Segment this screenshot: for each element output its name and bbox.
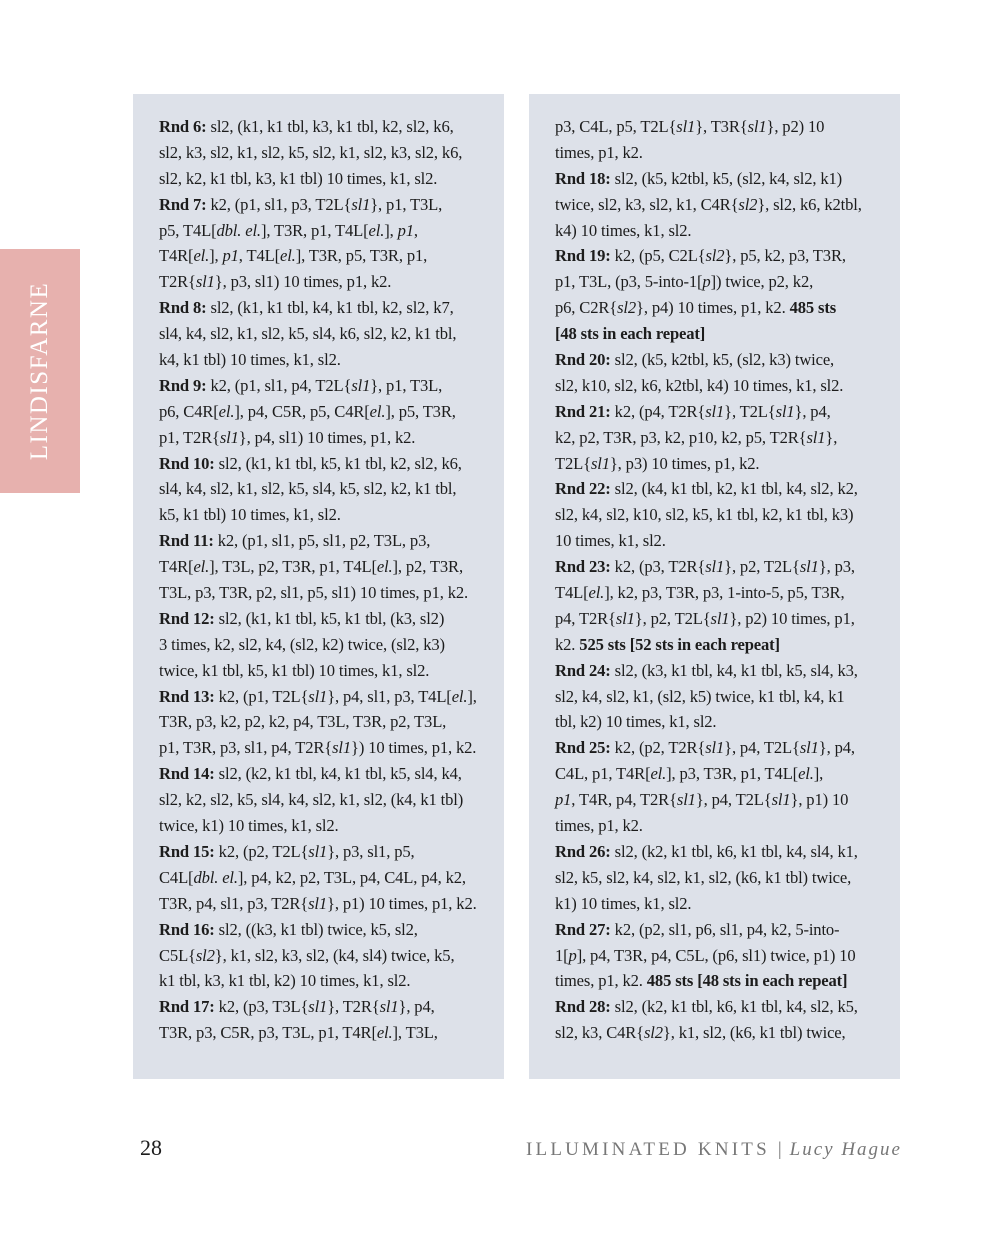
running-footer (526, 1139, 902, 1161)
instruction-text: 1[ (555, 945, 569, 965)
stitch-note: dbl. el. (216, 220, 261, 240)
stitch-note: el. (376, 557, 393, 577)
stitch-note: sl1 (806, 427, 826, 447)
instruction-text: ], p4, T3R, p4, C5L, (p6, sl1) twice, p1) 10 (576, 945, 856, 965)
instruction-text: sl2, (k5, k2tbl, k5, (sl2, k4, sl2, k1) (610, 168, 843, 188)
stitch-note: sl1 (308, 997, 328, 1017)
instruction-line (159, 166, 504, 192)
round-label: Rnd 15: (159, 841, 215, 861)
round-label: Rnd 26: (555, 841, 611, 861)
instruction-line (159, 994, 504, 1020)
instruction-text: twice, sl2, k3, sl2, k1, C4R{ (555, 194, 739, 214)
instruction-text: sl2, (k3, k1 tbl, k4, k1 tbl, k5, sl4, k3, (610, 660, 858, 680)
instruction-text: sl2, k3, sl2, k1, sl2, k5, sl2, k1, sl2, k3, sl2, k6, (159, 142, 463, 162)
stitch-note: el. (280, 246, 296, 266)
instruction-text: times, p1, k2. (555, 142, 643, 162)
instruction-text: }, p1, T3L, (370, 375, 443, 395)
round-label: Rnd 22: (555, 479, 611, 499)
stitch-note: sl1 (195, 272, 215, 292)
instruction-text: sl2, k4, sl2, k1, (sl2, k5) twice, k1 tbl, k4, k1 (555, 686, 845, 706)
instruction-text: T3L, p3, T3R, p2, sl1, p5, sl1) 10 times, p1, k2. (159, 583, 469, 603)
stitch-note: el. (798, 764, 814, 784)
stitch-note: sl1 (705, 401, 725, 421)
instruction-text: ], p4, k2, p2, T3L, p4, C4L, p4, k2, (237, 867, 466, 887)
instruction-text: k4, k1 tbl) 10 times, k1, sl2. (159, 350, 341, 370)
stitch-note: sl1 (676, 117, 696, 136)
instruction-text: k1 tbl, k3, k1 tbl, k2) 10 times, k1, sl2. (159, 971, 411, 991)
stitch-note: sl1 (615, 608, 635, 628)
instruction-text: k2, (p2, T2R{ (610, 738, 706, 758)
instruction-text: }, T2R{ (327, 997, 380, 1017)
stitch-note: sl1 (590, 453, 610, 473)
stitch-note: sl1 (771, 790, 791, 810)
instruction-line (159, 968, 504, 994)
instruction-text: k2, (p1, sl1, p5, sl1, p2, T3L, p3, (213, 531, 431, 551)
instruction-text: }, p2) 10 (766, 117, 825, 136)
instruction-text: }, p2, T2L{ (724, 557, 800, 577)
stitch-note: el. (451, 686, 468, 706)
instruction-text: }, p4, T2L{ (724, 738, 800, 758)
instruction-text: p5, T4L[ (159, 220, 217, 240)
instruction-text: sl2, (k2, k1 tbl, k6, k1 tbl, k4, sl2, k5, (610, 997, 858, 1017)
stitch-note: sl1 (799, 557, 819, 577)
footer-separator: | (777, 1139, 782, 1160)
instruction-line (555, 839, 900, 865)
round-label: Rnd 11: (159, 531, 214, 551)
instruction-text: ], T3R, p5, T3R, p1, (295, 246, 428, 266)
stitch-note: el. (588, 583, 605, 603)
instruction-line (159, 243, 504, 269)
instruction-text: ], (467, 686, 477, 706)
instruction-line (555, 192, 900, 218)
instruction-line (159, 632, 504, 658)
stitch-note: p1 (555, 790, 572, 810)
instruction-line (159, 218, 504, 244)
instruction-line (159, 865, 504, 891)
round-label: 485 sts (789, 298, 837, 318)
instruction-line (555, 269, 900, 295)
instruction-line (159, 399, 504, 425)
instruction-text: sl4, k4, sl2, k1, sl2, k5, sl4, k5, sl2, k2, k1 tbl, (159, 479, 457, 499)
instruction-line (555, 114, 900, 140)
instruction-text: sl2, (k2, k1 tbl, k4, k1 tbl, k5, sl4, k4, (214, 764, 462, 784)
instruction-line (555, 761, 900, 787)
round-label: 525 sts [52 sts in each repeat] (579, 634, 780, 654)
instruction-line (555, 140, 900, 166)
stitch-note: sl1 (705, 738, 725, 758)
stitch-note: el. (369, 401, 386, 421)
instruction-text: p1, T2R{ (159, 427, 220, 447)
instruction-text: T4R[ (159, 557, 194, 577)
instruction-text: k2, (p1, sl1, p4, T2L{ (206, 375, 352, 395)
instruction-text: ], (384, 220, 398, 240)
instruction-line (555, 554, 900, 580)
instruction-line (555, 425, 900, 451)
round-label: Rnd 16: (159, 919, 215, 939)
instruction-line (555, 813, 900, 839)
instruction-text: p1, T3R, p3, sl1, p4, T2R{ (159, 738, 333, 758)
instruction-line (555, 632, 900, 658)
instruction-text: ], p4, C5R, p5, C4R[ (234, 401, 370, 421)
instruction-text: }, p3, (818, 557, 855, 577)
round-label: Rnd 14: (159, 764, 215, 784)
instruction-text: C4L, p1, T4R[ (555, 764, 651, 784)
round-label: Rnd 23: (555, 557, 611, 577)
instruction-text: k2. (555, 634, 580, 654)
section-tab-label: LINDISFARNE (26, 281, 53, 461)
author-name: Lucy Hague (789, 1139, 902, 1160)
stitch-note: sl1 (705, 557, 725, 577)
round-label: Rnd 24: (555, 660, 611, 680)
instruction-text: k2, (p2, sl1, p6, sl1, p4, k2, 5-into- (610, 919, 840, 939)
instruction-text: }, p4, sl1, p3, T4L[ (327, 686, 452, 706)
instruction-text: sl2, k2, k1 tbl, k3, k1 tbl) 10 times, k1, sl2. (159, 168, 438, 188)
stitch-note: sl2 (705, 246, 725, 266)
stitch-note: sl2 (617, 298, 637, 318)
instruction-text: 10 times, k1, sl2. (555, 531, 666, 551)
instruction-text: sl2, (k1, k1 tbl, k3, k1 tbl, k2, sl2, k6, (206, 117, 454, 136)
instruction-line (555, 917, 900, 943)
instruction-line (159, 476, 504, 502)
instruction-text: T4L[ (555, 583, 589, 603)
instruction-line (555, 528, 900, 554)
stitch-note: el. (650, 764, 667, 784)
instruction-line (159, 114, 504, 140)
instruction-text: }, p1) 10 (790, 790, 849, 810)
instruction-text: ], T3R, p1, T4L[ (260, 220, 369, 240)
instruction-text: p6, C2R{ (555, 298, 618, 318)
stitch-note: el. (368, 220, 385, 240)
instruction-line (555, 735, 900, 761)
stitch-note: sl1 (775, 401, 795, 421)
stitch-note: sl1 (308, 686, 328, 706)
stitch-note: sl1 (351, 375, 371, 395)
stitch-note: sl1 (379, 997, 399, 1017)
instruction-line (159, 761, 504, 787)
instruction-line (555, 709, 900, 735)
instruction-text: twice, k1) 10 times, k1, sl2. (159, 816, 339, 836)
stitch-note: sl1 (351, 194, 371, 214)
stitch-note: p (568, 945, 577, 965)
instruction-text: T2L{ (555, 453, 591, 473)
instruction-line (159, 451, 504, 477)
instruction-text: sl4, k4, sl2, k1, sl2, k5, sl4, k6, sl2, k2, k1 tbl, (159, 324, 457, 344)
instruction-text: T3R, p3, k2, p2, k2, p4, T3L, T3R, p2, T3L, (159, 712, 447, 732)
instruction-text: }, (825, 427, 838, 447)
instruction-line (159, 502, 504, 528)
instruction-text: , (413, 220, 418, 240)
instruction-line (555, 243, 900, 269)
instruction-line (159, 528, 504, 554)
instruction-text: }, p2) 10 times, p1, (729, 608, 855, 628)
round-label: 485 sts [48 sts in each repeat] (646, 971, 848, 991)
instruction-line (555, 787, 900, 813)
stitch-note: el. (193, 246, 210, 266)
instruction-line (555, 943, 900, 969)
stitch-note: dbl. el. (193, 867, 238, 887)
instruction-line (555, 658, 900, 684)
instruction-line (159, 580, 504, 606)
instructions-panel-right (529, 94, 900, 1079)
instruction-text: }, p1) 10 times, p1, k2. (327, 893, 477, 913)
section-tab (0, 249, 80, 493)
instruction-text: p4, T2R{ (555, 608, 616, 628)
instruction-line (159, 269, 504, 295)
round-label: Rnd 13: (159, 686, 215, 706)
instruction-text: sl2, k2, sl2, k5, sl4, k4, sl2, k1, sl2, (k4, k1 tbl) (159, 790, 464, 810)
instruction-line (555, 166, 900, 192)
instruction-line (159, 554, 504, 580)
stitch-note: p (702, 272, 711, 292)
instruction-text: sl2, (k5, k2tbl, k5, (sl2, k3) twice, (610, 350, 835, 370)
instruction-line (555, 451, 900, 477)
instruction-text: 3 times, k2, sl2, k4, (sl2, k2) twice, (sl2, k3) (159, 634, 445, 654)
instruction-line (555, 218, 900, 244)
instruction-text: k2, p2, T3R, p3, k2, p10, k2, p5, T2R{ (555, 427, 807, 447)
instruction-text: sl2, k5, sl2, k4, sl2, k1, sl2, (k6, k1 tbl) twice, (555, 867, 852, 887)
instruction-line (555, 347, 900, 373)
instruction-text: ], T3L, (392, 1023, 438, 1043)
instruction-text: T2R{ (159, 272, 196, 292)
instruction-line (555, 295, 900, 321)
instruction-line (555, 399, 900, 425)
instruction-text: }, T3R{ (695, 117, 748, 136)
instruction-text: p1, T3L, (p3, 5-into-1[ (555, 272, 703, 292)
instruction-text: }, p4, (794, 401, 831, 421)
instruction-text: sl2, k3, C4R{ (555, 1023, 644, 1043)
instruction-text: sl2, k10, sl2, k6, k2tbl, k4) 10 times, k1, sl2. (555, 375, 844, 395)
instruction-text: times, p1, k2. (555, 971, 647, 991)
instruction-line (555, 321, 900, 347)
stitch-note: el. (376, 1023, 393, 1043)
instruction-line (555, 373, 900, 399)
stitch-note: el. (218, 401, 235, 421)
round-label: Rnd 12: (159, 608, 215, 628)
instruction-text: C4L[ (159, 867, 194, 887)
round-label: Rnd 6: (159, 117, 207, 136)
instruction-text: k1) 10 times, k1, sl2. (555, 893, 692, 913)
stitch-note: sl1 (332, 738, 352, 758)
instruction-text: T3R, p3, C5R, p3, T3L, p1, T4R[ (159, 1023, 377, 1043)
instruction-line (159, 684, 504, 710)
stitch-note: sl1 (747, 117, 767, 136)
instruction-text: }, k1, sl2, (k6, k1 tbl) twice, (662, 1023, 846, 1043)
instruction-text: p6, C4R[ (159, 401, 219, 421)
stitch-note: sl2 (195, 945, 215, 965)
instruction-line (159, 295, 504, 321)
instruction-line (555, 891, 900, 917)
instruction-text: C5L{ (159, 945, 196, 965)
instruction-text: tbl, k2) 10 times, k1, sl2. (555, 712, 717, 732)
instruction-text: }, p3, sl1) 10 times, p1, k2. (214, 272, 392, 292)
instruction-line (159, 813, 504, 839)
instruction-text: , T4L[ (238, 246, 280, 266)
instructions-panel-left (133, 94, 504, 1079)
instruction-line (159, 347, 504, 373)
instruction-text: sl2, (k1, k1 tbl, k4, k1 tbl, k2, sl2, k7, (206, 298, 454, 318)
instruction-text: ], (209, 246, 223, 266)
instruction-text: T4R[ (159, 246, 194, 266)
instruction-line (555, 502, 900, 528)
instruction-text: ], p5, T3R, (385, 401, 456, 421)
instruction-text: }, p5, k2, p3, T3R, (724, 246, 846, 266)
instruction-line (555, 865, 900, 891)
stitch-note: p1 (222, 246, 239, 266)
instruction-line (555, 606, 900, 632)
instruction-text: sl2, ((k3, k1 tbl) twice, k5, sl2, (214, 919, 418, 939)
instruction-line (159, 735, 504, 761)
round-label: [48 sts in each repeat] (555, 324, 706, 344)
instruction-text: ]) twice, p2, k2, (710, 272, 814, 292)
round-label: Rnd 17: (159, 997, 215, 1017)
stitch-note: sl1 (219, 427, 239, 447)
instruction-text: }, p4, (398, 997, 435, 1017)
instruction-text: k2, (p1, T2L{ (214, 686, 309, 706)
instruction-text: p3, C4L, p5, T2L{ (555, 117, 677, 136)
instruction-line (159, 140, 504, 166)
instruction-text: , T4R, p4, T2R{ (571, 790, 677, 810)
instruction-text: twice, k1 tbl, k5, k1 tbl) 10 times, k1, sl2. (159, 660, 430, 680)
instruction-line (555, 580, 900, 606)
instruction-text: }, p1, T3L, (370, 194, 443, 214)
instruction-text: ], T3L, p2, T3R, p1, T4L[ (209, 557, 377, 577)
instruction-text: }, p4, T2L{ (695, 790, 772, 810)
instruction-line (159, 606, 504, 632)
instruction-line (159, 1020, 504, 1046)
instruction-line (159, 891, 504, 917)
instruction-text: }, p2, T2L{ (634, 608, 711, 628)
instruction-line (555, 684, 900, 710)
round-label: Rnd 20: (555, 350, 611, 370)
instruction-text: }) 10 times, p1, k2. (351, 738, 477, 758)
instruction-line (159, 709, 504, 735)
round-label: Rnd 27: (555, 919, 611, 939)
page-number: 28 (140, 1135, 162, 1160)
instruction-line (555, 994, 900, 1020)
instruction-text: k2, (p1, sl1, p3, T2L{ (206, 194, 352, 214)
instruction-text: sl2, (k4, k1 tbl, k2, k1 tbl, k4, sl2, k2, (610, 479, 858, 499)
instruction-line (159, 787, 504, 813)
instruction-text: }, p4) 10 times, p1, k2. (636, 298, 790, 318)
instruction-text: }, p4, (818, 738, 855, 758)
instruction-text: k4) 10 times, k1, sl2. (555, 220, 692, 240)
instruction-line (159, 658, 504, 684)
instruction-text: sl2, k4, sl2, k10, sl2, k5, k1 tbl, k2, k1 tbl, k3) (555, 505, 854, 525)
instruction-text: ], p3, T3R, p1, T4L[ (666, 764, 799, 784)
instruction-text: }, T2L{ (724, 401, 776, 421)
instruction-text: sl2, (k2, k1 tbl, k6, k1 tbl, k4, sl4, k1, (610, 841, 858, 861)
instruction-line (159, 321, 504, 347)
instruction-line (159, 839, 504, 865)
instruction-text: ], k2, p3, T3R, p3, 1-into-5, p5, T3R, (604, 583, 845, 603)
instruction-text: k5, k1 tbl) 10 times, k1, sl2. (159, 505, 341, 525)
instruction-line (555, 476, 900, 502)
instruction-text: k2, (p3, T2R{ (610, 557, 706, 577)
instruction-text: sl2, (k1, k1 tbl, k5, k1 tbl, (k3, sl2) (214, 608, 445, 628)
instruction-text: }, k1, sl2, k3, sl2, (k4, sl4) twice, k5, (214, 945, 455, 965)
stitch-note: sl2 (644, 1023, 663, 1043)
stitch-note: sl1 (799, 738, 819, 758)
stitch-note: p1 (397, 220, 414, 240)
instruction-text: }, p4, sl1) 10 times, p1, k2. (238, 427, 416, 447)
round-label: Rnd 8: (159, 298, 207, 318)
instruction-line (159, 943, 504, 969)
instruction-line (555, 1020, 900, 1046)
round-label: Rnd 7: (159, 194, 207, 214)
stitch-note: sl1 (676, 790, 696, 810)
round-label: Rnd 21: (555, 401, 611, 421)
stitch-note: sl1 (710, 608, 730, 628)
instruction-text: }, p3) 10 times, p1, k2. (609, 453, 760, 473)
stitch-note: sl1 (308, 893, 328, 913)
round-label: Rnd 19: (555, 246, 611, 266)
instruction-line (159, 192, 504, 218)
instruction-text: sl2, (k1, k1 tbl, k5, k1 tbl, k2, sl2, k6, (214, 453, 462, 473)
stitch-note: sl2 (738, 194, 758, 214)
instruction-text: }, p3, sl1, p5, (327, 841, 415, 861)
instruction-text: k2, (p3, T3L{ (214, 997, 309, 1017)
instruction-line (159, 373, 504, 399)
instruction-text: ], p2, T3R, (392, 557, 463, 577)
instruction-line (555, 968, 900, 994)
round-label: Rnd 18: (555, 168, 611, 188)
stitch-note: el. (193, 557, 210, 577)
instruction-text: }, sl2, k6, k2tbl, (757, 194, 862, 214)
instruction-text: times, p1, k2. (555, 816, 643, 836)
round-label: Rnd 25: (555, 738, 611, 758)
instruction-text: k2, (p5, C2L{ (610, 246, 706, 266)
instruction-text: k2, (p2, T2L{ (214, 841, 309, 861)
instruction-text: T3R, p4, sl1, p3, T2R{ (159, 893, 309, 913)
round-label: Rnd 10: (159, 453, 215, 473)
instruction-line (159, 425, 504, 451)
instruction-text: ], (813, 764, 824, 784)
round-label: Rnd 9: (159, 375, 207, 395)
book-title: ILLUMINATED KNITS (526, 1139, 770, 1160)
round-label: Rnd 28: (555, 997, 611, 1017)
stitch-note: sl1 (308, 841, 328, 861)
instruction-line (159, 917, 504, 943)
instruction-text: k2, (p4, T2R{ (610, 401, 706, 421)
